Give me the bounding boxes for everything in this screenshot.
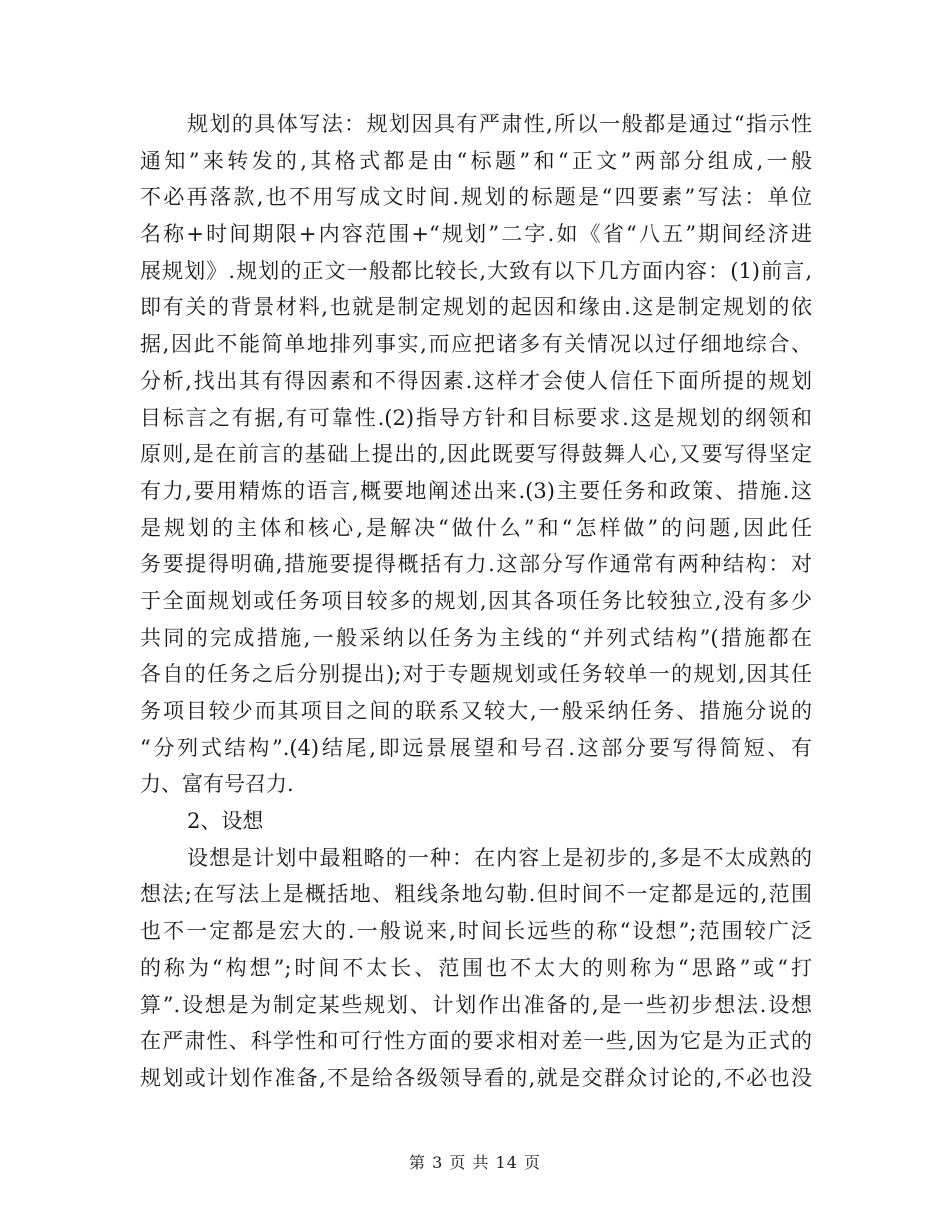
text-line: 是规划的主体和核心,是解决“做什么”和“怎样做”的问题,因此任	[140, 515, 812, 540]
text-line: 想法;在写法上是概括地、粗线条地勾勒.但时间不一定都是远的,范围	[140, 882, 812, 907]
text-line: 规划的具体写法：规划因具有严肃性,所以一般都是通过“指示性	[187, 112, 812, 136]
text-line: 的称为“构想”;时间不太长、范围也不太大的则称为“思路”或“打	[140, 955, 812, 980]
text-line: 共同的完成措施,一般采纳以任务为主线的“并列式结构”(措施都在	[140, 625, 812, 650]
text-line: 也不一定都是宏大的.一般说来,时间长远些的称“设想”;范围较广泛	[140, 919, 812, 944]
text-line: 于全面规划或任务项目较多的规划,因其各项任务比较独立,没有多少	[140, 588, 812, 613]
text-line: 设想是计划中最粗略的一种：在内容上是初步的,多是不太成熟的	[187, 845, 812, 870]
text-line: 通知”来转发的,其格式都是由“标题”和“正文”两部分组成,一般	[140, 148, 812, 173]
text-line: 2、设想	[187, 809, 264, 834]
text-line: 不必再落款,也不用写成文时间.规划的标题是“四要素”写法：单位	[140, 185, 812, 210]
document-body	[140, 106, 812, 1097]
text-line: 务项目较少而其项目之间的联系又较大,一般采纳任务、措施分说的	[140, 699, 812, 723]
text-line: 原则,是在前言的基础上提出的,因此既要写得鼓舞人心,又要写得坚定	[140, 442, 812, 467]
text-line: 算”.设想是为制定某些规划、计划作出准备的,是一些初步想法.设想	[140, 992, 812, 1017]
page-number-label: 第 3 页 共 14 页	[409, 1153, 541, 1172]
text-line: 名称+时间期限+内容范围+“规划”二字.如《省“八五”期间经济进	[140, 222, 812, 247]
text-line: “分列式结构”.(4)结尾,即远景展望和号召.这部分要写得简短、有	[140, 735, 812, 760]
page-footer	[0, 1150, 950, 1173]
text-line: 展规划》.规划的正文一般都比较长,大致有以下几方面内容：(1)前言,	[140, 258, 812, 283]
text-line: 目标言之有据,有可靠性.(2)指导方针和目标要求.这是规划的纲领和	[140, 405, 812, 430]
text-line: 各自的任务之后分别提出);对于专题规划或任务较单一的规划,因其任	[140, 662, 812, 687]
text-line: 据,因此不能简单地排列事实,而应把诸多有关情况以过仔细地综合、	[140, 332, 812, 357]
text-line: 规划或计划作准备,不是给各级领导看的,就是交群众讨论的,不必也没	[140, 1065, 812, 1090]
text-line: 有力,要用精炼的语言,概要地阐述出来.(3)主要任务和政策、措施.这	[140, 478, 812, 503]
text-line: 在严肃性、科学性和可行性方面的要求相对差一些,因为它是为正式的	[140, 1029, 812, 1054]
text-line: 即有关的背景材料,也就是制定规划的起因和缘由.这是制定规划的依	[140, 295, 812, 320]
text-line: 务要提得明确,措施要提得概括有力.这部分写作通常有两种结构：对	[140, 552, 812, 577]
text-line: 力、富有号召力.	[140, 772, 294, 797]
text-line: 分析,找出其有得因素和不得因素.这样才会使人信任下面所提的规划	[140, 368, 812, 393]
